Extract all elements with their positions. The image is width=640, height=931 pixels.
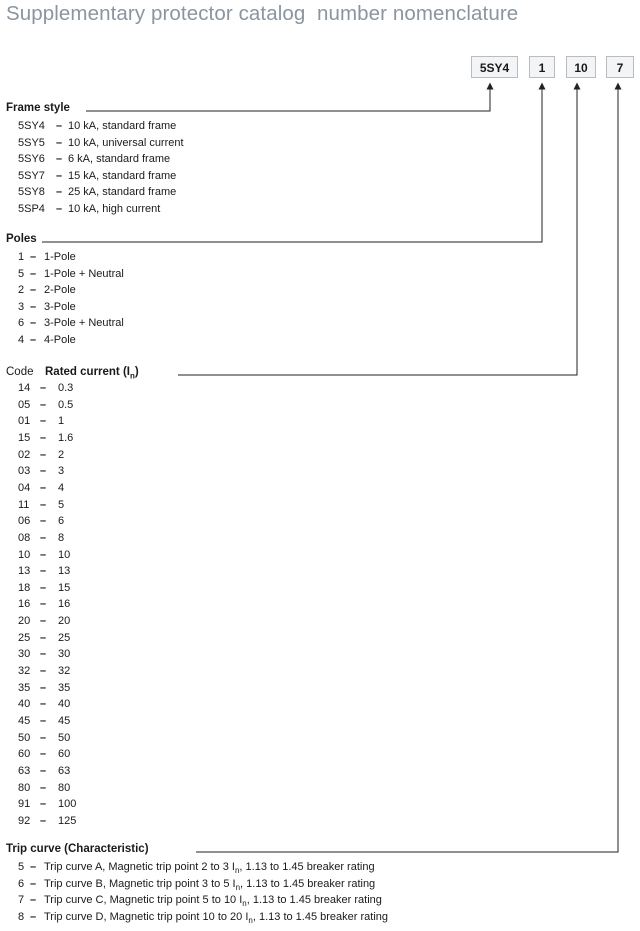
pole-item-code: 1: [18, 251, 25, 263]
dash-separator: –: [40, 631, 47, 644]
rated-current-item-value: 80: [58, 781, 71, 794]
trip-curve-desc-b: , 1.13 to 1.45 breaker rating: [239, 861, 375, 873]
trip-curve-item-desc: [44, 909, 388, 929]
catalog-box-trip-curve: 7: [606, 56, 634, 78]
dash-separator: –: [30, 267, 37, 280]
rated-current-item-value: 3: [58, 465, 65, 478]
dash-separator: –: [30, 861, 37, 873]
rated-current-item-code: 08: [18, 531, 31, 544]
frame-style-item: [18, 135, 618, 151]
dash-separator: –: [40, 798, 47, 811]
rated-current-item: [18, 513, 618, 529]
dash-separator: –: [56, 153, 63, 165]
dash-separator: –: [40, 465, 47, 478]
pole-item: [18, 299, 618, 315]
rated-current-item-value: 50: [58, 731, 71, 744]
rated-current-item: [18, 813, 618, 829]
poles-heading: Poles: [6, 233, 37, 245]
frame-style-item: [18, 168, 618, 184]
dash-separator: –: [30, 910, 37, 923]
rated-current-item-value: 25: [58, 631, 71, 644]
trip-curve-desc-sub: n: [248, 915, 253, 925]
rated-current-item-code: 15: [18, 431, 31, 444]
rated-current-item: [18, 563, 618, 579]
dash-separator: –: [56, 202, 63, 215]
rated-current-item-code: 13: [18, 565, 31, 578]
rated-current-item-code: 32: [18, 665, 31, 678]
rated-current-item-value: 13: [58, 565, 71, 578]
frame-style-item: [18, 201, 618, 217]
rated-current-item-code: 05: [18, 398, 31, 411]
pole-item-value: 1-Pole + Neutral: [44, 267, 124, 280]
rated-current-item-value: 8: [58, 531, 65, 544]
rated-current-item-code: 01: [18, 415, 31, 428]
trip-curve-desc-sub: n: [234, 866, 240, 876]
code-heading: Code: [6, 366, 34, 378]
rated-current-item: [18, 580, 618, 596]
dash-separator: –: [40, 581, 47, 594]
rated-current-item-value: 0.3: [58, 382, 74, 394]
trip-curve-desc-a: Trip curve C, Magnetic trip point 5 to 10 I: [44, 894, 243, 906]
frame-style-item-code: 5SY6: [18, 153, 45, 165]
pole-item: [18, 282, 618, 298]
dash-separator: –: [40, 715, 47, 727]
dash-separator: –: [40, 598, 47, 611]
rated-current-item-code: 06: [18, 515, 31, 528]
rated-current-item-code: 04: [18, 481, 31, 494]
dash-separator: –: [30, 300, 37, 313]
rated-current-heading: Rated current $(I_n)$: [45, 366, 139, 381]
dash-separator: –: [56, 120, 63, 132]
rated-current-item: [18, 796, 618, 812]
dash-separator: –: [40, 698, 47, 711]
rated-current-item-code: 45: [18, 715, 31, 727]
frame-style-item: [18, 184, 618, 200]
rated-current-item: [18, 613, 618, 629]
pole-item-value: 1-Pole: [44, 251, 76, 263]
pole-item: [18, 315, 618, 331]
rated-current-item: [18, 663, 618, 679]
rated-current-item-code: 11: [18, 498, 30, 511]
frame-style-item: [18, 151, 618, 167]
dash-separator: –: [40, 481, 47, 494]
rated-current-item-value: 40: [58, 698, 71, 711]
dash-separator: –: [40, 681, 47, 694]
dash-separator: –: [30, 284, 37, 297]
rated-current-item-value: 30: [58, 648, 71, 661]
rated-current-item-code: 30: [18, 648, 31, 661]
rated-current-item-code: 50: [18, 731, 31, 744]
rated-current-item: [18, 780, 618, 796]
dash-separator: –: [40, 415, 47, 428]
rated-current-item-code: 80: [18, 781, 31, 794]
frame-style-heading: Frame style: [6, 102, 70, 114]
pole-item-code: 5: [18, 267, 25, 280]
rated-current-item-code: 63: [18, 764, 31, 777]
dash-separator: –: [40, 431, 47, 444]
dash-separator: –: [40, 615, 47, 628]
dash-separator: –: [40, 814, 47, 827]
frame-style-item-value: 10 kA, high current: [68, 202, 161, 215]
dash-separator: –: [40, 398, 47, 411]
frame-style-item-code: 5SP4: [18, 202, 45, 215]
rated-current-item-value: 45: [58, 715, 71, 727]
rated-current-item: [18, 547, 618, 563]
dash-separator: –: [40, 665, 47, 678]
rated-current-item: [18, 480, 618, 496]
trip-curve-item-code: 5: [18, 861, 25, 873]
frame-style-item-value: 10 kA, standard frame: [68, 120, 177, 132]
trip-curve-desc-b: , 1.13 to 1.45 breaker rating: [246, 894, 382, 906]
rated-current-item: [18, 397, 618, 413]
dash-separator: –: [40, 531, 47, 544]
frame-style-item-code: 5SY4: [18, 120, 45, 132]
trip-curve-item: [18, 876, 618, 892]
pole-item-value: 3-Pole + Neutral: [44, 317, 124, 330]
dash-separator: –: [56, 169, 63, 182]
frame-style-item-code: 5SY5: [18, 136, 45, 149]
rated-current-item-code: 91: [18, 798, 31, 811]
frame-style-item-value: 25 kA, standard frame: [68, 186, 177, 198]
rated-current-item: [18, 696, 618, 712]
pole-item-code: 3: [18, 300, 25, 313]
frame-style-item-value: 15 kA, standard frame: [68, 169, 177, 182]
connector-frame-style: [86, 86, 490, 111]
rated-current-item: [18, 413, 618, 429]
catalog-box-rated-current: 10: [566, 56, 596, 78]
rated-current-item-code: 18: [18, 581, 31, 594]
rated-current-item-value: 15: [58, 581, 71, 594]
dash-separator: –: [40, 748, 47, 761]
pole-item-code: 2: [18, 284, 25, 297]
rated-current-item: [18, 447, 618, 463]
rated-current-item-value: 0.5: [58, 398, 74, 411]
trip-curve-desc-a: Trip curve D, Magnetic trip point 10 to 20 I: [44, 910, 249, 923]
trip-curve-desc-sub: n: [242, 899, 247, 909]
dash-separator: –: [40, 548, 47, 561]
rated-current-item: [18, 763, 618, 779]
rated-current-item-value: 2: [58, 448, 65, 461]
dash-separator: –: [40, 781, 47, 794]
trip-curve-heading: Trip curve (Characteristic): [6, 843, 149, 855]
trip-curve-item: [18, 859, 618, 875]
trip-curve-item-code: 8: [18, 910, 25, 923]
rated-current-item: [18, 746, 618, 762]
rated-current-item-code: 10: [18, 548, 31, 561]
dash-separator: –: [30, 894, 37, 906]
rated-current-item-code: 02: [18, 448, 31, 461]
trip-curve-item: [18, 909, 618, 925]
frame-style-item-code: 5SY8: [18, 186, 45, 198]
rated-current-item-code: 92: [18, 814, 31, 827]
rated-current-item: [18, 630, 618, 646]
rated-current-item-code: 20: [18, 615, 31, 628]
trip-curve-desc-a: Trip curve B, Magnetic trip point 3 to 5 I: [44, 877, 236, 890]
rated-current-item: [18, 497, 618, 513]
rated-current-item-code: 35: [18, 681, 31, 694]
trip-curve-item-code: 7: [18, 894, 25, 906]
rated-current-item: [18, 463, 618, 479]
rated-current-item: [18, 646, 618, 662]
catalog-box-frame: 5SY4: [471, 56, 518, 78]
rated-current-item-code: 14: [18, 382, 31, 394]
trip-curve-item-code: 6: [18, 877, 25, 890]
frame-style-item-value: 10 kA, universal current: [68, 136, 184, 149]
frame-style-item-value: 6 kA, standard frame: [68, 153, 171, 165]
rated-current-item-code: 25: [18, 631, 31, 644]
rated-current-item-value: 60: [58, 748, 71, 761]
pole-item-value: 3-Pole: [44, 300, 76, 313]
rated-current-item: [18, 530, 618, 546]
rated-current-item: [18, 596, 618, 612]
dash-separator: –: [40, 565, 47, 578]
rated-current-item-code: 40: [18, 698, 31, 711]
trip-curve-desc-b: , 1.13 to 1.45 breaker rating: [240, 877, 376, 890]
rated-current-item-value: 6: [58, 515, 65, 528]
rated-current-item-value: 35: [58, 681, 71, 694]
rated-current-item-value: 125: [58, 814, 77, 827]
catalog-box-poles: 1: [529, 56, 555, 78]
pole-item: [18, 249, 618, 265]
rated-current-item-value: 1.6: [58, 431, 74, 444]
rated-current-item: [18, 380, 618, 396]
pole-item-code: 4: [18, 334, 25, 346]
dash-separator: –: [56, 186, 63, 198]
frame-style-item: [18, 118, 618, 134]
dash-separator: –: [40, 515, 47, 528]
trip-curve-item: [18, 892, 618, 908]
rated-current-item-value: 10: [58, 548, 71, 561]
rated-current-item: [18, 730, 618, 746]
page-title: Supplementary protector catalog number nomenclature: [6, 2, 519, 25]
rated-current-item-code: 60: [18, 748, 31, 761]
dash-separator: –: [40, 764, 47, 777]
dash-separator: –: [40, 382, 47, 394]
rated-current-item-value: 4: [58, 481, 65, 494]
rated-current-item-value: 1: [58, 415, 65, 428]
rated-current-item: [18, 713, 618, 729]
dash-separator: –: [40, 448, 47, 461]
rated-current-item-value: 32: [58, 665, 71, 678]
rated-current-item-code: 03: [18, 465, 31, 478]
dash-separator: –: [56, 136, 63, 149]
frame-style-item-code: 5SY7: [18, 169, 45, 182]
dash-separator: –: [40, 648, 47, 661]
dash-separator: –: [30, 334, 37, 346]
rated-current-item-value: 20: [58, 615, 71, 628]
rated-current-item-value: 63: [58, 764, 71, 777]
pole-item-value: 2-Pole: [44, 284, 76, 297]
rated-current-item-value: 100: [58, 798, 77, 811]
pole-item-code: 6: [18, 317, 25, 330]
dash-separator: –: [30, 251, 37, 263]
dash-separator: –: [40, 731, 47, 744]
rated-current-item: [18, 430, 618, 446]
pole-item-value: 4-Pole: [44, 334, 76, 346]
dash-separator: –: [30, 877, 37, 890]
trip-curve-desc-b: , 1.13 to 1.45 breaker rating: [252, 910, 389, 923]
pole-item: [18, 266, 618, 282]
dash-separator: –: [30, 317, 37, 330]
trip-curve-desc-sub: n: [235, 882, 241, 892]
rated-current-item-value: 5: [58, 498, 65, 511]
rated-current-item-code: 16: [18, 598, 31, 611]
rated-current-item: [18, 680, 618, 696]
trip-curve-desc-a: Trip curve A, Magnetic trip point 2 to 3 I: [44, 861, 235, 873]
rated-current-item-value: 16: [58, 598, 71, 611]
dash-separator: –: [40, 498, 47, 511]
pole-item: [18, 332, 618, 348]
